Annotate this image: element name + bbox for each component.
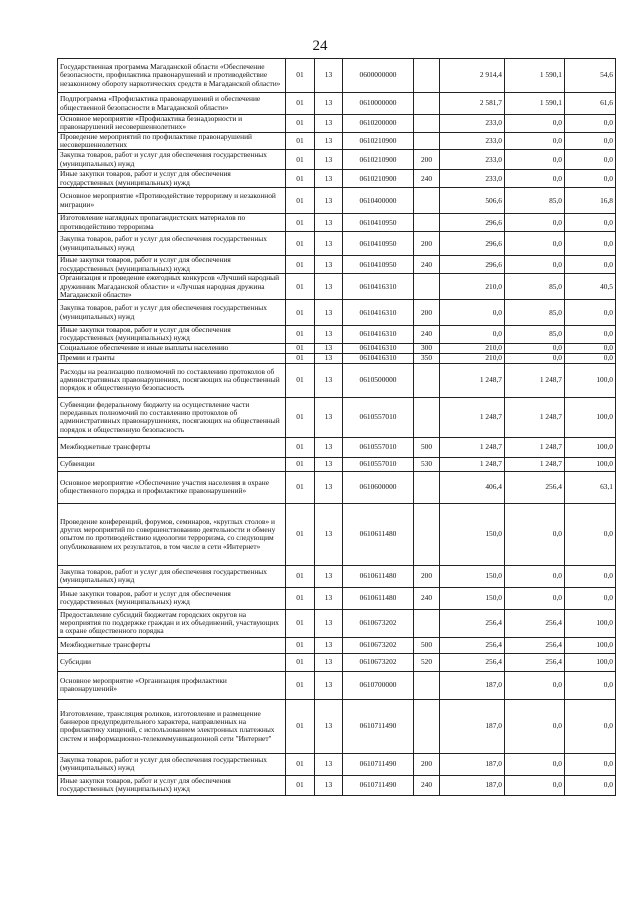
cell-csr: 0610557010 bbox=[343, 397, 414, 437]
cell-fact: 0,0 bbox=[505, 503, 565, 565]
cell-plan: 506,6 bbox=[440, 188, 505, 214]
cell-name: Иные закупки товаров, работ и услуг для обеспечения государственных (муниципальных) нужд bbox=[58, 587, 286, 609]
table-row bbox=[58, 609, 616, 637]
cell-vr bbox=[414, 188, 440, 214]
cell-pct: 100,0 bbox=[565, 363, 616, 397]
cell-fact: 0,0 bbox=[505, 214, 565, 232]
cell-pct: 0,0 bbox=[565, 671, 616, 699]
cell-rz: 01 bbox=[286, 775, 315, 795]
cell-vr bbox=[414, 132, 440, 150]
table-row bbox=[58, 587, 616, 609]
cell-name: Закупка товаров, работ и услуг для обеспечения государственных (муниципальных) нужд bbox=[58, 300, 286, 326]
cell-vr bbox=[414, 363, 440, 397]
cell-fact: 0,0 bbox=[505, 132, 565, 150]
cell-plan: 1 248,7 bbox=[440, 397, 505, 437]
cell-name: Расходы на реализацию полномочий по составлению протоколов об административных правонарушениях, посягающих на общественный порядок и общественную безопасность bbox=[58, 363, 286, 397]
cell-plan: 150,0 bbox=[440, 503, 505, 565]
cell-name: Закупка товаров, работ и услуг для обеспечения государственных (муниципальных) нужд bbox=[58, 150, 286, 170]
cell-pr: 13 bbox=[315, 214, 343, 232]
cell-csr: 0610673202 bbox=[343, 637, 414, 653]
cell-fact: 1 590,1 bbox=[505, 93, 565, 115]
table-row bbox=[58, 132, 616, 150]
cell-pct: 0,0 bbox=[565, 699, 616, 753]
cell-csr: 0610410950 bbox=[343, 214, 414, 232]
cell-pr: 13 bbox=[315, 59, 343, 93]
cell-pr: 13 bbox=[315, 753, 343, 775]
cell-pr: 13 bbox=[315, 115, 343, 133]
cell-pr: 13 bbox=[315, 437, 343, 457]
cell-rz: 01 bbox=[286, 59, 315, 93]
cell-rz: 01 bbox=[286, 353, 315, 363]
cell-vr bbox=[414, 115, 440, 133]
cell-pct: 0,0 bbox=[565, 775, 616, 795]
cell-pct: 100,0 bbox=[565, 397, 616, 437]
cell-pct: 0,0 bbox=[565, 353, 616, 363]
cell-name: Изготовление, трансляция роликов, изготовление и размещение баннеров предупредительного характера, направленных на профилактику хищений, с использованием электронных платежных систем и информационно-телекоммуникационной сети "Интернет" bbox=[58, 699, 286, 753]
cell-name: Иные закупки товаров, работ и услуг для обеспечения государственных (муниципальных) нужд bbox=[58, 775, 286, 795]
cell-vr: 200 bbox=[414, 150, 440, 170]
cell-vr: 240 bbox=[414, 775, 440, 795]
cell-fact: 0,0 bbox=[505, 170, 565, 188]
table-row bbox=[58, 437, 616, 457]
cell-pct: 100,0 bbox=[565, 653, 616, 671]
cell-pr: 13 bbox=[315, 699, 343, 753]
cell-vr: 200 bbox=[414, 753, 440, 775]
table-row bbox=[58, 232, 616, 256]
cell-rz: 01 bbox=[286, 274, 315, 300]
cell-csr: 0610611480 bbox=[343, 503, 414, 565]
cell-csr: 0610400000 bbox=[343, 188, 414, 214]
cell-fact: 1 248,7 bbox=[505, 363, 565, 397]
cell-csr: 0610410950 bbox=[343, 256, 414, 274]
cell-plan: 210,0 bbox=[440, 353, 505, 363]
cell-csr: 0610410950 bbox=[343, 232, 414, 256]
cell-plan: 0,0 bbox=[440, 300, 505, 326]
cell-pr: 13 bbox=[315, 471, 343, 503]
cell-name: Основное мероприятие «Обеспечение участия населения в охране общественного порядка и профилактике правонарушений» bbox=[58, 471, 286, 503]
table-row bbox=[58, 637, 616, 653]
cell-fact: 1 248,7 bbox=[505, 437, 565, 457]
cell-plan: 233,0 bbox=[440, 115, 505, 133]
cell-pr: 13 bbox=[315, 653, 343, 671]
cell-name: Иные закупки товаров, работ и услуг для обеспечения государственных (муниципальных) нужд bbox=[58, 256, 286, 274]
cell-csr: 0610600000 bbox=[343, 471, 414, 503]
cell-rz: 01 bbox=[286, 170, 315, 188]
cell-csr: 0610416310 bbox=[343, 326, 414, 344]
table-row bbox=[58, 188, 616, 214]
cell-pct: 100,0 bbox=[565, 437, 616, 457]
cell-rz: 01 bbox=[286, 214, 315, 232]
cell-pct: 100,0 bbox=[565, 457, 616, 471]
cell-plan: 210,0 bbox=[440, 274, 505, 300]
cell-rz: 01 bbox=[286, 326, 315, 344]
cell-fact: 1 248,7 bbox=[505, 457, 565, 471]
cell-vr: 520 bbox=[414, 653, 440, 671]
cell-pr: 13 bbox=[315, 170, 343, 188]
cell-fact: 0,0 bbox=[505, 353, 565, 363]
cell-csr: 0610611480 bbox=[343, 587, 414, 609]
cell-fact: 256,4 bbox=[505, 653, 565, 671]
cell-name: Закупка товаров, работ и услуг для обеспечения государственных (муниципальных) нужд bbox=[58, 232, 286, 256]
cell-pct: 0,0 bbox=[565, 115, 616, 133]
table-row bbox=[58, 471, 616, 503]
table-row bbox=[58, 653, 616, 671]
cell-pr: 13 bbox=[315, 343, 343, 353]
cell-name: Субвенции федеральному бюджету на осуществление части переданных полномочий по составлению протоколов об административных правонарушениях, посягающих на общественный порядок и общественную безопасность bbox=[58, 397, 286, 437]
cell-plan: 233,0 bbox=[440, 132, 505, 150]
cell-plan: 2 581,7 bbox=[440, 93, 505, 115]
cell-rz: 01 bbox=[286, 565, 315, 587]
cell-rz: 01 bbox=[286, 471, 315, 503]
cell-pr: 13 bbox=[315, 150, 343, 170]
cell-rz: 01 bbox=[286, 363, 315, 397]
cell-fact: 0,0 bbox=[505, 775, 565, 795]
cell-csr: 0610711490 bbox=[343, 775, 414, 795]
cell-name: Премии и гранты bbox=[58, 353, 286, 363]
cell-vr: 200 bbox=[414, 565, 440, 587]
cell-fact: 0,0 bbox=[505, 256, 565, 274]
table-row bbox=[58, 363, 616, 397]
cell-pct: 0,0 bbox=[565, 503, 616, 565]
cell-fact: 1 590,1 bbox=[505, 59, 565, 93]
cell-rz: 01 bbox=[286, 343, 315, 353]
cell-fact: 0,0 bbox=[505, 115, 565, 133]
cell-csr: 0610416310 bbox=[343, 343, 414, 353]
table-row bbox=[58, 326, 616, 344]
cell-fact: 85,0 bbox=[505, 326, 565, 344]
cell-pct: 0,0 bbox=[565, 256, 616, 274]
cell-plan: 406,4 bbox=[440, 471, 505, 503]
cell-csr: 0610210900 bbox=[343, 132, 414, 150]
cell-csr: 0610416310 bbox=[343, 353, 414, 363]
cell-rz: 01 bbox=[286, 753, 315, 775]
cell-csr: 0610500000 bbox=[343, 363, 414, 397]
cell-name: Подпрограмма «Профилактика правонарушений и обеспечение общественной безопасности в Магаданской области» bbox=[58, 93, 286, 115]
cell-vr: 200 bbox=[414, 232, 440, 256]
table-row bbox=[58, 300, 616, 326]
cell-csr: 0610611480 bbox=[343, 565, 414, 587]
cell-pr: 13 bbox=[315, 300, 343, 326]
cell-name: Иные закупки товаров, работ и услуг для обеспечения государственных (муниципальных) нужд bbox=[58, 326, 286, 344]
table-row bbox=[58, 671, 616, 699]
cell-rz: 01 bbox=[286, 115, 315, 133]
cell-plan: 256,4 bbox=[440, 609, 505, 637]
cell-vr: 240 bbox=[414, 587, 440, 609]
cell-plan: 2 914,4 bbox=[440, 59, 505, 93]
cell-plan: 187,0 bbox=[440, 775, 505, 795]
table-row bbox=[58, 503, 616, 565]
cell-pr: 13 bbox=[315, 397, 343, 437]
cell-name: Иные закупки товаров, работ и услуг для обеспечения государственных (муниципальных) нужд bbox=[58, 170, 286, 188]
cell-pr: 13 bbox=[315, 637, 343, 653]
table-row bbox=[58, 93, 616, 115]
cell-vr: 350 bbox=[414, 353, 440, 363]
cell-pr: 13 bbox=[315, 363, 343, 397]
cell-plan: 233,0 bbox=[440, 150, 505, 170]
cell-fact: 256,4 bbox=[505, 637, 565, 653]
cell-fact: 1 248,7 bbox=[505, 397, 565, 437]
table-row bbox=[58, 343, 616, 353]
cell-rz: 01 bbox=[286, 300, 315, 326]
cell-csr: 0610673202 bbox=[343, 653, 414, 671]
cell-name: Предоставление субсидий бюджетам городских округов на мероприятия по поддержке граждан и их объединений, участвующих в охране общественного порядка bbox=[58, 609, 286, 637]
cell-pr: 13 bbox=[315, 93, 343, 115]
cell-rz: 01 bbox=[286, 397, 315, 437]
cell-pct: 61,6 bbox=[565, 93, 616, 115]
cell-pct: 0,0 bbox=[565, 300, 616, 326]
cell-name: Межбюджетные трансферты bbox=[58, 437, 286, 457]
table-row bbox=[58, 565, 616, 587]
cell-pr: 13 bbox=[315, 775, 343, 795]
cell-rz: 01 bbox=[286, 609, 315, 637]
cell-vr bbox=[414, 397, 440, 437]
cell-vr: 300 bbox=[414, 343, 440, 353]
cell-vr: 530 bbox=[414, 457, 440, 471]
cell-fact: 0,0 bbox=[505, 671, 565, 699]
cell-plan: 150,0 bbox=[440, 565, 505, 587]
cell-fact: 85,0 bbox=[505, 300, 565, 326]
table-row bbox=[58, 699, 616, 753]
cell-pr: 13 bbox=[315, 256, 343, 274]
cell-pr: 13 bbox=[315, 353, 343, 363]
cell-plan: 210,0 bbox=[440, 343, 505, 353]
cell-pct: 100,0 bbox=[565, 637, 616, 653]
table-row bbox=[58, 150, 616, 170]
cell-vr: 500 bbox=[414, 437, 440, 457]
cell-rz: 01 bbox=[286, 587, 315, 609]
cell-rz: 01 bbox=[286, 232, 315, 256]
cell-plan: 1 248,7 bbox=[440, 437, 505, 457]
cell-vr bbox=[414, 93, 440, 115]
cell-fact: 85,0 bbox=[505, 274, 565, 300]
cell-vr: 500 bbox=[414, 637, 440, 653]
cell-pct: 0,0 bbox=[565, 232, 616, 256]
cell-name: Закупка товаров, работ и услуг для обеспечения государственных (муниципальных) нужд bbox=[58, 753, 286, 775]
cell-pct: 0,0 bbox=[565, 214, 616, 232]
budget-execution-table bbox=[57, 58, 616, 796]
cell-name: Государственная программа Магаданской области «Обеспечение безопасности, профилактика правонарушений и противодействие незаконному обороту наркотических средств в Магаданской области» bbox=[58, 59, 286, 93]
cell-pr: 13 bbox=[315, 132, 343, 150]
cell-rz: 01 bbox=[286, 457, 315, 471]
cell-vr bbox=[414, 503, 440, 565]
cell-plan: 296,6 bbox=[440, 256, 505, 274]
cell-rz: 01 bbox=[286, 256, 315, 274]
cell-name: Социальное обеспечение и иные выплаты населению bbox=[58, 343, 286, 353]
cell-plan: 187,0 bbox=[440, 699, 505, 753]
cell-csr: 0610210900 bbox=[343, 150, 414, 170]
cell-vr: 240 bbox=[414, 326, 440, 344]
cell-rz: 01 bbox=[286, 150, 315, 170]
cell-pr: 13 bbox=[315, 587, 343, 609]
cell-plan: 233,0 bbox=[440, 170, 505, 188]
cell-rz: 01 bbox=[286, 653, 315, 671]
cell-fact: 0,0 bbox=[505, 587, 565, 609]
cell-pr: 13 bbox=[315, 609, 343, 637]
table-row bbox=[58, 214, 616, 232]
cell-pct: 40,5 bbox=[565, 274, 616, 300]
cell-pr: 13 bbox=[315, 565, 343, 587]
table-row bbox=[58, 274, 616, 300]
cell-pr: 13 bbox=[315, 274, 343, 300]
table-body bbox=[58, 59, 616, 796]
cell-name: Изготовление наглядных пропагандистских материалов по противодействию терроризма bbox=[58, 214, 286, 232]
cell-csr: 0610000000 bbox=[343, 93, 414, 115]
cell-name: Основное мероприятие «Профилактика безнадзорности и правонарушений несовершеннолетних» bbox=[58, 115, 286, 133]
cell-vr: 200 bbox=[414, 300, 440, 326]
cell-vr: 240 bbox=[414, 256, 440, 274]
cell-pct: 100,0 bbox=[565, 609, 616, 637]
cell-vr: 240 bbox=[414, 170, 440, 188]
cell-rz: 01 bbox=[286, 699, 315, 753]
table-row bbox=[58, 353, 616, 363]
table-row bbox=[58, 397, 616, 437]
cell-name: Субвенции bbox=[58, 457, 286, 471]
cell-plan: 1 248,7 bbox=[440, 363, 505, 397]
table-row bbox=[58, 59, 616, 93]
cell-name: Основное мероприятие «Противодействие терроризму и незаконной миграции» bbox=[58, 188, 286, 214]
cell-rz: 01 bbox=[286, 503, 315, 565]
table-row bbox=[58, 457, 616, 471]
cell-pct: 16,8 bbox=[565, 188, 616, 214]
cell-plan: 187,0 bbox=[440, 671, 505, 699]
cell-rz: 01 bbox=[286, 188, 315, 214]
cell-name: Проведение мероприятий по профилактике правонарушений несовершеннолетних bbox=[58, 132, 286, 150]
cell-csr: 0610673202 bbox=[343, 609, 414, 637]
cell-pct: 0,0 bbox=[565, 587, 616, 609]
cell-plan: 256,4 bbox=[440, 637, 505, 653]
cell-rz: 01 bbox=[286, 437, 315, 457]
cell-fact: 0,0 bbox=[505, 753, 565, 775]
cell-plan: 0,0 bbox=[440, 326, 505, 344]
cell-fact: 85,0 bbox=[505, 188, 565, 214]
cell-name: Организация и проведение ежегодных конкурсов «Лучший народный дружинник Магаданской области» и «Лучшая народная дружина Магаданской области» bbox=[58, 274, 286, 300]
cell-fact: 256,4 bbox=[505, 471, 565, 503]
cell-csr: 0610700000 bbox=[343, 671, 414, 699]
cell-pct: 0,0 bbox=[565, 565, 616, 587]
cell-pr: 13 bbox=[315, 188, 343, 214]
table-row bbox=[58, 170, 616, 188]
cell-csr: 0610711490 bbox=[343, 753, 414, 775]
table-row bbox=[58, 753, 616, 775]
cell-pr: 13 bbox=[315, 326, 343, 344]
cell-pct: 0,0 bbox=[565, 753, 616, 775]
cell-plan: 150,0 bbox=[440, 587, 505, 609]
cell-pr: 13 bbox=[315, 503, 343, 565]
cell-csr: 0610711490 bbox=[343, 699, 414, 753]
cell-fact: 0,0 bbox=[505, 232, 565, 256]
cell-vr bbox=[414, 214, 440, 232]
cell-rz: 01 bbox=[286, 132, 315, 150]
cell-pct: 0,0 bbox=[565, 326, 616, 344]
cell-name: Межбюджетные трансферты bbox=[58, 637, 286, 653]
cell-rz: 01 bbox=[286, 93, 315, 115]
cell-vr bbox=[414, 274, 440, 300]
table-row bbox=[58, 256, 616, 274]
table-row bbox=[58, 115, 616, 133]
cell-csr: 0610416310 bbox=[343, 274, 414, 300]
cell-vr bbox=[414, 671, 440, 699]
cell-fact: 0,0 bbox=[505, 699, 565, 753]
cell-csr: 0610557010 bbox=[343, 437, 414, 457]
page-number: 24 bbox=[312, 38, 328, 54]
cell-pct: 63,1 bbox=[565, 471, 616, 503]
cell-csr: 0610210900 bbox=[343, 170, 414, 188]
cell-csr: 0600000000 bbox=[343, 59, 414, 93]
cell-pct: 0,0 bbox=[565, 170, 616, 188]
cell-plan: 296,6 bbox=[440, 214, 505, 232]
cell-pct: 0,0 bbox=[565, 343, 616, 353]
cell-rz: 01 bbox=[286, 671, 315, 699]
cell-name: Основное мероприятие «Организация профилактики правонарушений» bbox=[58, 671, 286, 699]
cell-plan: 256,4 bbox=[440, 653, 505, 671]
cell-pr: 13 bbox=[315, 457, 343, 471]
cell-name: Проведение конференций, форумов, семинаров, «круглых столов» и других мероприятий по совершенствованию деятельности и обмену опытом по противодействию идеологии терроризма, со следующим опубликованием их результатов, в том числе в сети «Интернет» bbox=[58, 503, 286, 565]
cell-csr: 0610416310 bbox=[343, 300, 414, 326]
cell-csr: 0610557010 bbox=[343, 457, 414, 471]
cell-pr: 13 bbox=[315, 232, 343, 256]
cell-pr: 13 bbox=[315, 671, 343, 699]
cell-name: Субсидии bbox=[58, 653, 286, 671]
cell-vr bbox=[414, 699, 440, 753]
cell-fact: 0,0 bbox=[505, 343, 565, 353]
cell-vr bbox=[414, 59, 440, 93]
cell-vr bbox=[414, 609, 440, 637]
cell-fact: 0,0 bbox=[505, 565, 565, 587]
cell-plan: 1 248,7 bbox=[440, 457, 505, 471]
cell-fact: 0,0 bbox=[505, 150, 565, 170]
table-row bbox=[58, 775, 616, 795]
cell-pct: 54,6 bbox=[565, 59, 616, 93]
cell-plan: 187,0 bbox=[440, 753, 505, 775]
cell-vr bbox=[414, 471, 440, 503]
cell-plan: 296,6 bbox=[440, 232, 505, 256]
cell-pct: 0,0 bbox=[565, 150, 616, 170]
cell-csr: 0610200000 bbox=[343, 115, 414, 133]
cell-name: Закупка товаров, работ и услуг для обеспечения государственных (муниципальных) нужд bbox=[58, 565, 286, 587]
cell-fact: 256,4 bbox=[505, 609, 565, 637]
cell-pct: 0,0 bbox=[565, 132, 616, 150]
cell-rz: 01 bbox=[286, 637, 315, 653]
